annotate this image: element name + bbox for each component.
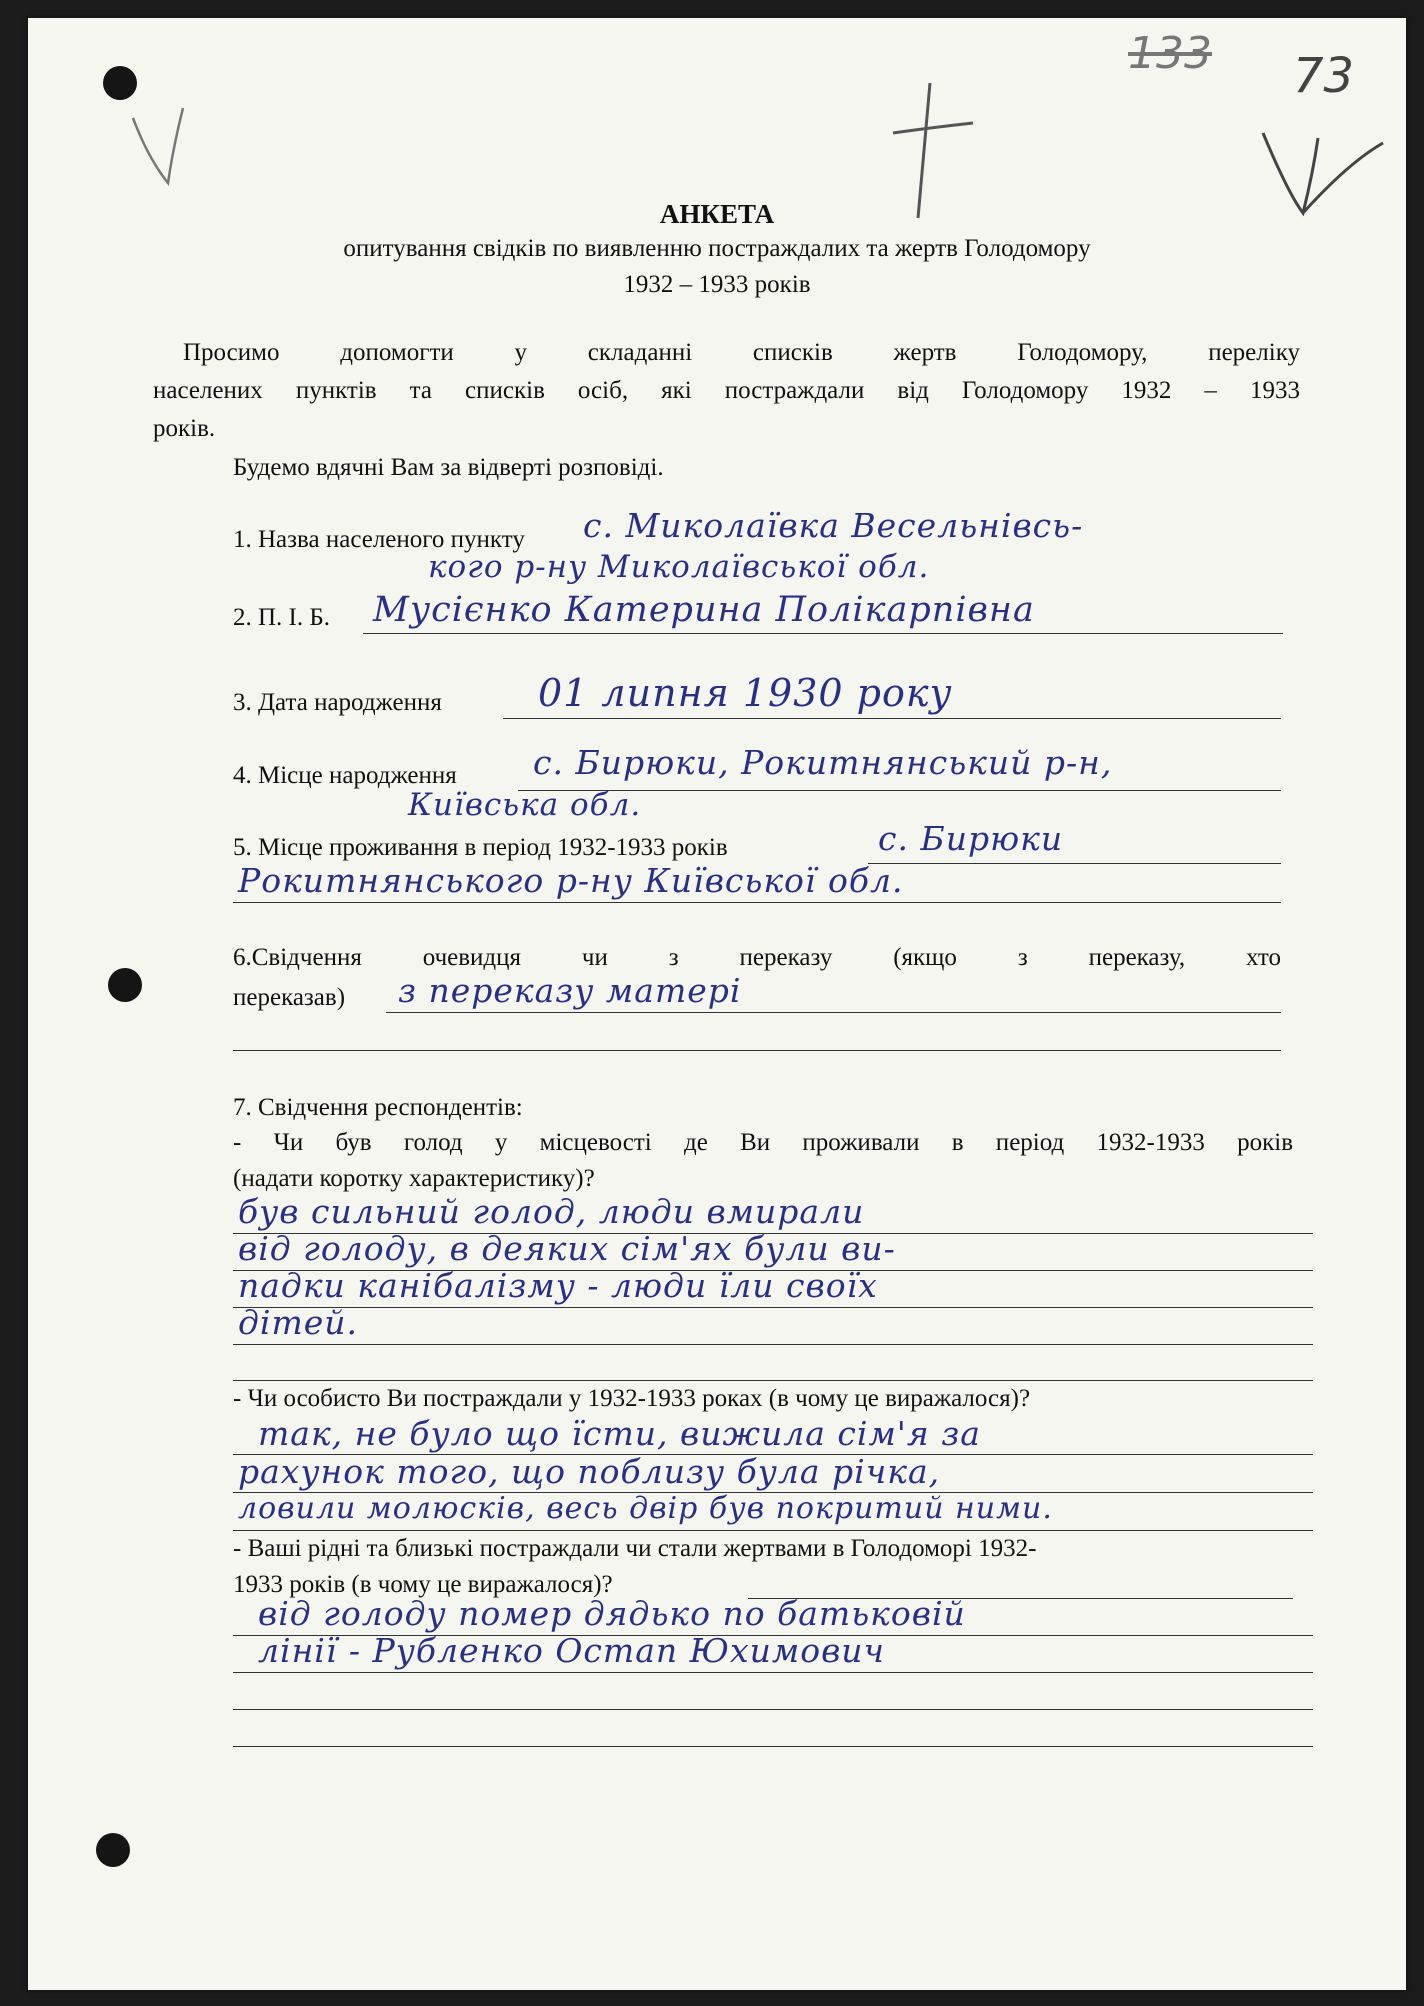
form-years: 1932 – 1933 років [623,271,811,298]
form-title: АНКЕТА [659,199,775,229]
q7c-question-line-2: 1933 років (в чому це виражалося)? [233,1571,613,1598]
q5-underline-1 [868,863,1281,864]
q3-label: 3. Дата народження [233,689,442,716]
check-mark-icon [128,98,208,188]
q7a-underline-4 [233,1344,1313,1345]
q4-answer-line-2[interactable]: Київська обл. [408,787,642,823]
q5-underline-2 [233,902,1281,903]
intro-line-1: Просимо допомогти у складанні списків жертв Голодомору, переліку [183,339,1300,366]
q4-answer-line-1[interactable]: с. Бирюки, Рокитнянський р-н, [533,743,1113,782]
q2-label: 2. П. І. Б. [233,604,330,631]
q7a-question-line-1: - Чи був голод у місцевості де Ви проживали в період 1932-1933 років [233,1129,1293,1156]
document-page [28,18,1406,1990]
q3-underline [503,718,1281,719]
q6-answer[interactable]: з переказу матері [398,971,742,1010]
q5-answer-line-2[interactable]: Рокитнянського р-ну Київської обл. [238,861,904,900]
q7a-answer-line-2[interactable]: від голоду, в деяких сім'ях були ви- [238,1229,896,1268]
q7b-answer-line-2[interactable]: рахунок того, що поблизу була річка, [238,1452,941,1491]
intro-line-2: населених пунктів та списків осіб, які постраждали від Голодомору 1932 – 1933 [153,377,1300,404]
punch-hole-middle [108,968,142,1002]
q3-answer[interactable]: 01 липня 1930 року [538,671,953,715]
punch-hole-bottom [96,1833,130,1867]
q7a-answer-line-4[interactable]: дітей. [238,1303,359,1342]
punch-hole-top [103,66,137,100]
q7c-underline-4 [233,1709,1313,1710]
q7c-question-line-1: - Ваші рідні та близькі постраждали чи стали жертвами в Голодоморі 1932- [233,1535,1037,1562]
q1-answer-line-2[interactable]: кого р-ну Миколаївської обл. [428,549,930,585]
q7c-answer-line-2[interactable]: лінії - Рубленко Остап Юхимович [258,1631,886,1670]
q7a-question-line-2: (надати коротку характеристику)? [233,1165,595,1192]
q7b-question: - Чи особисто Ви постраждали у 1932-1933 роках (в чому це виражалося)? [233,1385,1031,1412]
q7a-underline-5 [233,1380,1313,1381]
q4-label: 4. Місце народження [233,762,457,789]
q7a-answer-line-1[interactable]: був сильний голод, люди вмирали [238,1192,865,1231]
q7b-underline-3 [233,1530,1313,1531]
q7-label: 7. Свідчення респондентів: [233,1094,523,1121]
q7c-answer-line-1[interactable]: від голоду помер дядько по батьковій [258,1594,966,1633]
q6-underline-1 [386,1012,1281,1013]
form-subtitle: опитування свідків по виявленню постраждалих та жертв Голодомору [343,235,1091,262]
q7a-underline-3 [233,1307,1313,1308]
q6-label-line-1: 6.Свідчення очевидця чи з переказу (якщо з переказу, хто [233,944,1281,971]
q7b-answer-line-3[interactable]: ловили молюсків, весь двір був покритий ними. [238,1491,1053,1526]
q1-label: 1. Назва населеного пункту [233,526,525,553]
q6-label-line-2: переказав) [233,984,346,1011]
q7a-answer-line-3[interactable]: падки канібалізму - люди їли своїх [238,1266,878,1305]
q7b-answer-line-1[interactable]: так, не було що їсти, вижила сім'я за [258,1414,981,1453]
archive-number: 73 [1293,48,1355,104]
intro-thanks: Будемо вдячні Вам за відверті розповіді. [233,454,664,481]
q7c-underline-3 [233,1672,1313,1673]
q5-label: 5. Місце проживання в період 1932-1933 років [233,834,728,861]
q7c-underline-5 [233,1746,1313,1747]
q2-underline [363,633,1283,634]
archive-number-struck: 133 [1128,28,1212,79]
intro-line-3: років. [153,415,216,442]
q5-answer-line-1[interactable]: с. Бирюки [878,819,1064,858]
q2-answer[interactable]: Мусієнко Катерина Полікарпівна [373,590,1035,630]
q6-underline-2 [233,1050,1281,1051]
q1-answer-line-1[interactable]: с. Миколаївка Весельнівсь- [583,506,1084,545]
